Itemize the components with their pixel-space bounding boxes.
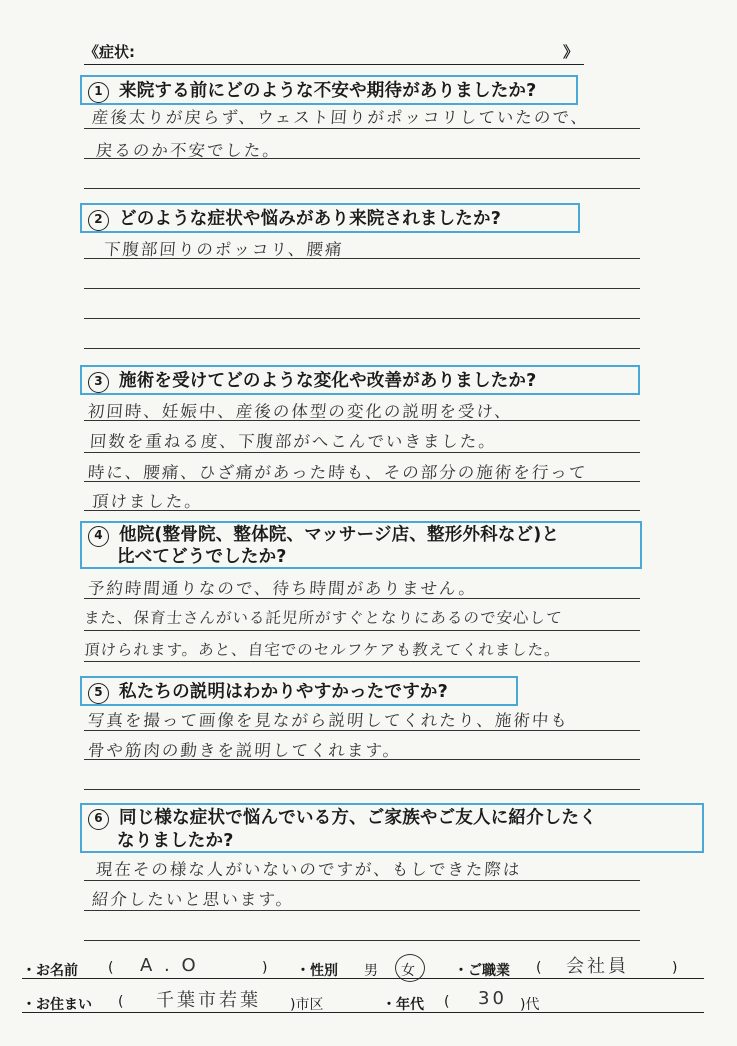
question-3-number: 3	[88, 372, 109, 393]
gender-male: 男	[364, 963, 378, 979]
address-close-paren: )市区	[290, 997, 324, 1013]
question-4-text-line-2: 比べてどうでしたか?	[117, 547, 287, 567]
answer-1-line-2: 戻るのか不安でした。	[95, 141, 282, 160]
symptom-header	[84, 40, 584, 65]
address-open-paren: (	[118, 994, 124, 1010]
question-2-text: どのような症状や悩みがあり来院されましたか?	[119, 209, 502, 229]
gender-female: 女	[401, 963, 415, 979]
age-label: ・年代	[382, 997, 424, 1013]
answer-rule	[84, 510, 640, 511]
question-6-text-line-1: 同じ様な症状で悩んでいる方、ご家族やご友人に紹介したく	[119, 808, 597, 828]
question-5-number: 5	[88, 683, 109, 704]
answer-rule	[84, 288, 640, 289]
age-close-paren: )代	[520, 997, 540, 1013]
answer-rule	[84, 630, 640, 631]
answer-rule	[84, 940, 640, 941]
answer-1-line-1: 産後太りが戻らず、ウェスト回りがポッコリしていたので、	[91, 108, 590, 127]
question-4-box	[80, 521, 642, 569]
answer-3-line-3: 時に、腰痛、ひざ痛があった時も、その部分の施術を行って	[87, 463, 588, 482]
answer-rule	[84, 880, 640, 881]
answer-3-line-4: 頂けました。	[91, 492, 204, 511]
answer-rule	[84, 910, 640, 911]
question-6-box	[80, 803, 704, 853]
answer-rule	[84, 452, 640, 453]
answer-4-line-3: 頂けられます。あと、自宅でのセルフケアも教えてくれました。	[83, 641, 562, 659]
answer-rule	[84, 128, 640, 129]
answer-rule	[84, 348, 640, 349]
answer-2-line-1: 下腹部回りのポッコリ、腰痛	[103, 240, 345, 259]
answer-rule	[84, 759, 640, 760]
question-2-box	[80, 203, 580, 233]
name-open-paren: (	[108, 960, 114, 976]
question-3-box	[80, 365, 640, 395]
occupation-value: 会社員	[566, 956, 629, 977]
answer-rule	[84, 158, 640, 159]
name-close-paren: )	[262, 960, 268, 976]
answer-rule	[84, 258, 640, 259]
gender-label: ・性別	[296, 963, 338, 979]
answer-rule	[84, 598, 640, 599]
answer-rule	[84, 481, 640, 482]
occupation-label: ・ご職業	[454, 963, 510, 979]
question-5-box	[80, 676, 518, 706]
answer-3-line-2: 回数を重ねる度、下腹部がへこんでいきました。	[89, 432, 498, 451]
question-3-text: 施術を受けてどのような変化や改善がありましたか?	[119, 371, 537, 391]
question-2-number: 2	[88, 210, 109, 231]
answer-4-line-2: また、保育士さんがいる託児所がすぐとなりにあるので安心して	[83, 609, 564, 627]
answer-rule	[84, 730, 640, 731]
symptom-end-bracket: 》	[562, 43, 578, 61]
footer-row-1-line	[22, 978, 704, 979]
name-value: A . O	[140, 955, 199, 976]
answer-rule	[84, 318, 640, 319]
question-6-text-line-2: なりましたか?	[117, 831, 234, 851]
question-1-text: 来院する前にどのような不安や期待がありましたか?	[119, 81, 537, 101]
occupation-open-paren: (	[536, 960, 542, 976]
age-value: 30	[478, 988, 507, 1009]
answer-6-line-2: 紹介したいと思います。	[91, 890, 295, 909]
question-1-number: 1	[88, 82, 109, 103]
question-6-number: 6	[88, 809, 109, 830]
symptom-label: 《症状:	[84, 43, 135, 61]
age-open-paren: (	[444, 994, 450, 1010]
answer-rule	[84, 661, 640, 662]
answer-rule	[84, 789, 640, 790]
answer-6-line-1: 現在その様な人がいないのですが、もしできた際は	[95, 860, 523, 879]
answer-5-line-2: 骨や筋肉の動きを説明してくれます。	[87, 741, 402, 760]
answer-4-line-1: 予約時間通りなので、待ち時間がありません。	[87, 579, 478, 598]
question-4-text-line-1: 他院(整骨院、整体院、マッサージ店、整形外科など)と	[119, 525, 560, 545]
address-label: ・お住まい	[22, 997, 92, 1013]
question-5-text: 私たちの説明はわかりやすかったですか?	[119, 682, 448, 702]
address-value: 千葉市若葉	[156, 990, 261, 1011]
answer-rule	[84, 188, 640, 189]
question-1-box	[80, 75, 578, 105]
answer-rule	[84, 420, 640, 421]
occupation-close-paren: )	[672, 960, 678, 976]
footer-row-2-line	[22, 1012, 704, 1013]
answer-3-line-1: 初回時、妊娠中、産後の体型の変化の説明を受け、	[87, 402, 514, 421]
name-label: ・お名前	[22, 963, 78, 979]
answer-5-line-1: 写真を撮って画像を見ながら説明してくれたり、施術中も	[87, 711, 570, 730]
question-4-number: 4	[88, 526, 109, 547]
